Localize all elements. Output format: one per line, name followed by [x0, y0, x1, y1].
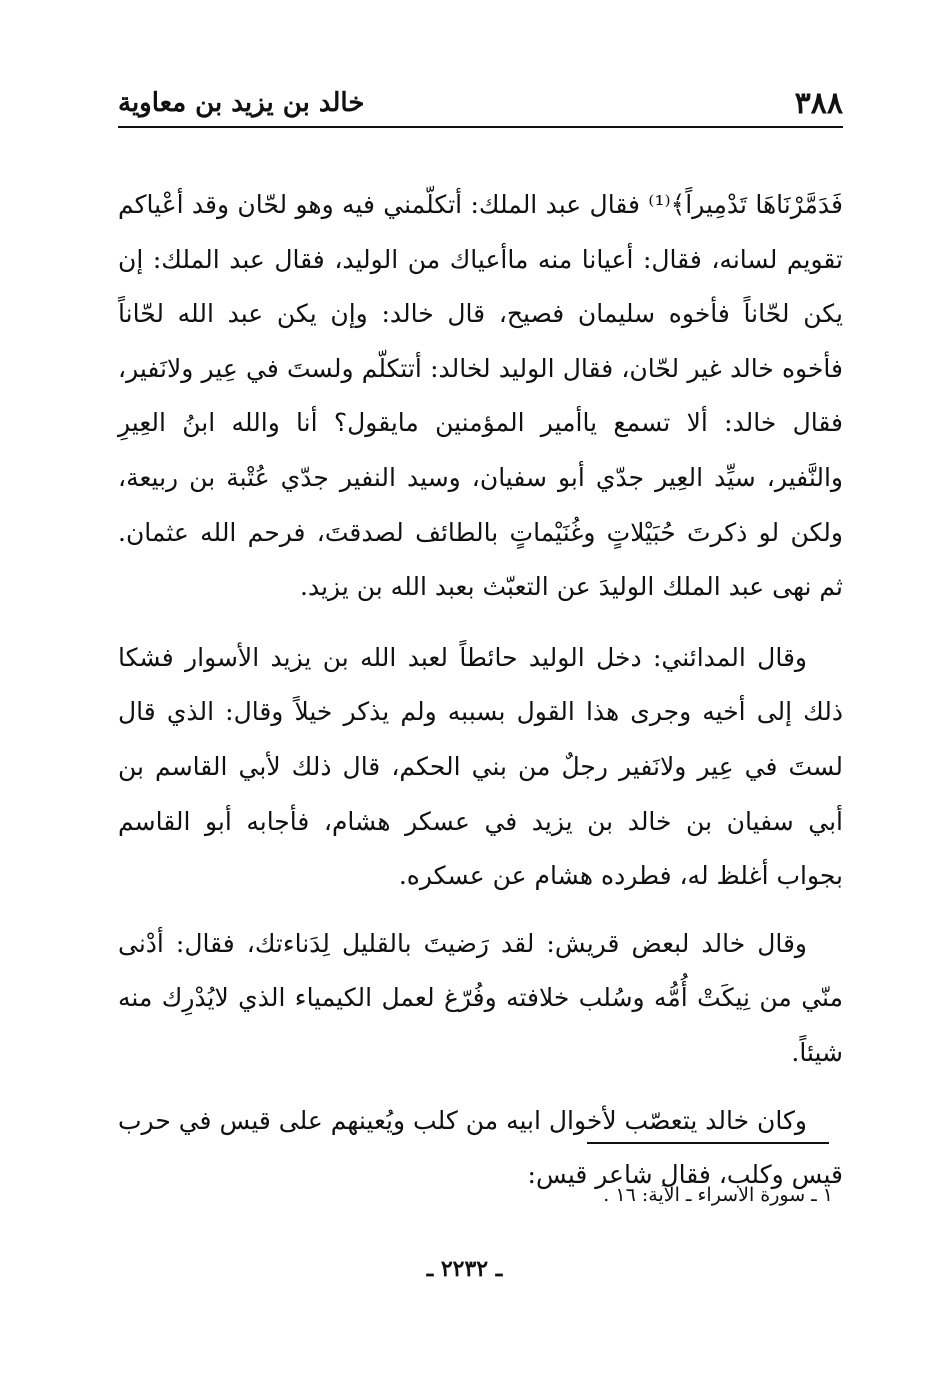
paragraph-1: فَدَمَّرْنَاهَا تَدْمِيراً﴾⁽¹⁾ فقال عبد الملك: أتكلّمني فيه وهو لحّان وقد أعْياكم تقويم لسانه، فقال: أعيانا منه ماأعياك من الوليد، فقال عبد الملك: إن يكن لحّاناً فأخوه سليمان فصيح، قال خالد: وإن يكن عبد الله لحّاناً فأخوه خالد غير لحّان، فقال الوليد لخالد: أتتكلّم ولستَ في عِير ولانَفير، فقال خالد: ألا تسمع ياأمير المؤمنين مايقول؟ أنا والله ابنُ العِيرِ والنَّفير، سيِّد العِير جدّي أبو سفيان، وسيد النفير جدّي عُتْبة بن ربيعة، ولكن لو ذكرتَ حُبَيْلاتٍ وغُنَيْماتٍ بالطائف لصدقتَ، فرحم الله عثمان. ثم نهى عبد الملك الوليدَ عن التعبّث بعبد الله بن يزيد. — [118, 190, 844, 602]
paragraph-2: وقال المدائني: دخل الوليد حائطاً لعبد الله بن يزيد الأسوار فشكا ذلك إلى أخيه وجرى هذا القول بسببه ولم يذكر خيلاً وقال: الذي قال لستَ في عِير ولانَفير رجلٌ من بني الحكم، قال ذلك لأبي القاسم بن أبي سفيان بن خالد بن يزيد في عسكر هشام، فأجابه أبو القاسم بجواب أغلظ له، فطرده هشام عن عسكره. — [118, 642, 843, 891]
page-number: ٣٨٨ — [794, 86, 843, 121]
page-header — [118, 82, 843, 128]
body-text — [118, 178, 843, 1216]
paragraph-4: وكان خالد يتعصّب لأخوال ابيه من كلب ويُعينهم على قيس في حرب قيس وكلب، فقال شاعر قيس: — [117, 1105, 843, 1190]
folio-number: ـ ٢٢٣٢ ـ — [426, 1256, 503, 1282]
running-title: خالد بن يزيد بن معاوية — [118, 88, 365, 118]
footnote-divider — [587, 1142, 829, 1144]
footnote: ١ ـ سورة الاسراء ـ الآية: ١٦ . — [603, 1184, 833, 1206]
paragraph-3: وقال خالد لبعض قريش: لقد رَضيتَ بالقليل لِدَناءتك، فقال: أدْنى منّي من نِيكَتْ أُمُّه وسُلب خلافته وفُرّغ لعمل الكيمياء الذي لايُدْرِك منه شيئاً. — [118, 928, 843, 1067]
